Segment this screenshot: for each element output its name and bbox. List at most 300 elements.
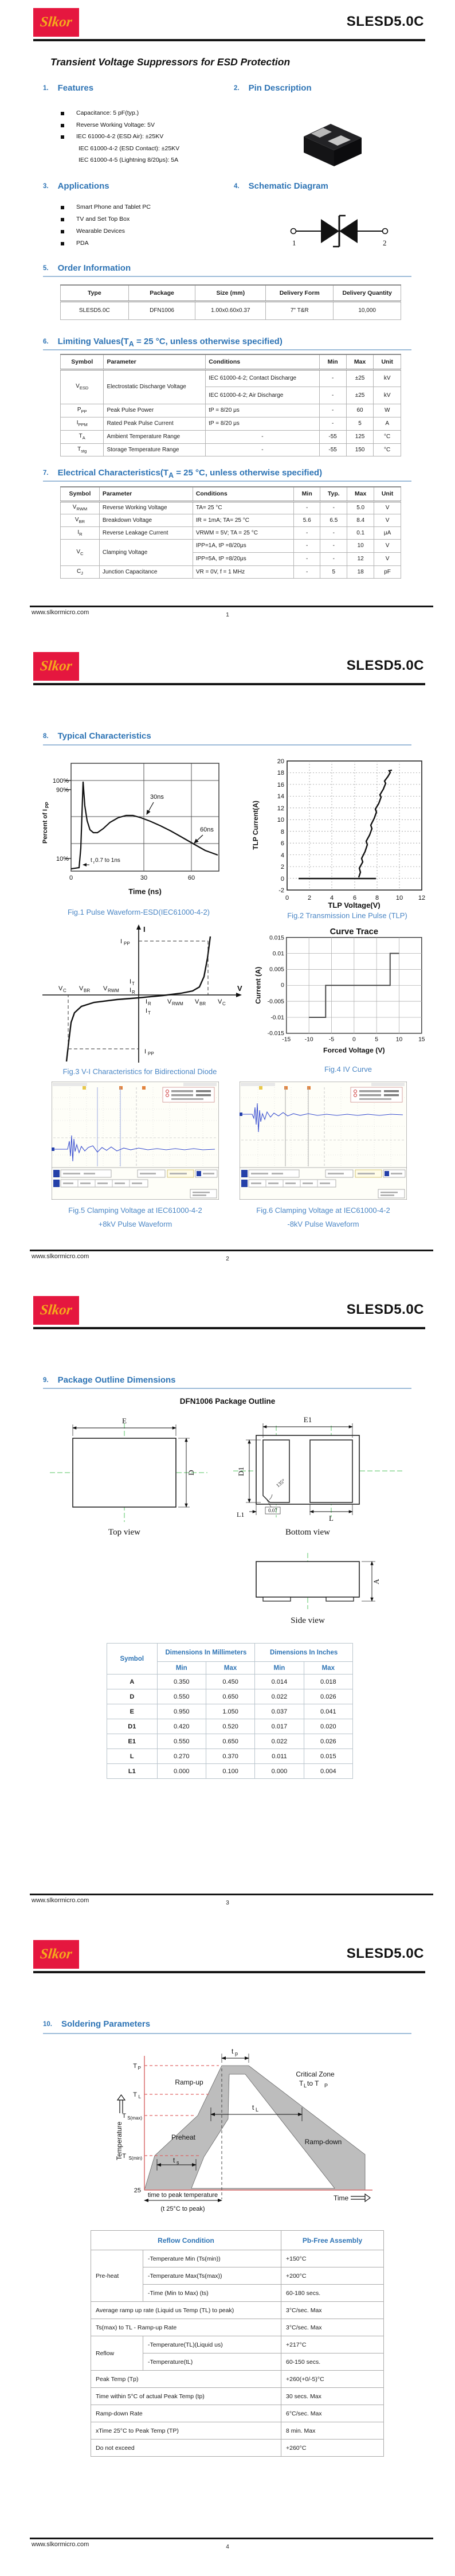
- cell: $C_J$: [61, 565, 100, 578]
- cell: E1: [107, 1734, 158, 1749]
- page-number: 2: [226, 1256, 229, 1262]
- cell: A: [107, 1675, 158, 1689]
- footer-site: www.slkormicro.com: [32, 1897, 89, 1904]
- x-axis-label: TLP Voltage(V): [328, 901, 381, 909]
- tick: 100%: [52, 778, 69, 784]
- footer-site: www.slkormicro.com: [32, 609, 89, 616]
- footer-site: www.slkormicro.com: [32, 1253, 89, 1260]
- section-features: 1. Features: [43, 83, 94, 93]
- tick: -0.01: [270, 1014, 284, 1021]
- tick: -0.005: [267, 998, 284, 1005]
- tick: 4: [280, 852, 284, 859]
- cell: 0.100: [206, 1764, 254, 1779]
- tick: 4: [330, 895, 334, 901]
- cell: °C: [374, 430, 401, 443]
- cell: -55: [319, 443, 346, 456]
- cell: 8 min. Max: [281, 2422, 384, 2440]
- cell: μA: [374, 526, 401, 539]
- label-sub: RWM: [108, 988, 119, 993]
- page-number: 3: [226, 1900, 229, 1906]
- feature-item: Reverse Working Voltage: 5V: [76, 122, 155, 128]
- footer-rule: [30, 606, 433, 607]
- cell: Parameter: [99, 487, 193, 501]
- cell: 60: [346, 404, 374, 417]
- label-sub: C: [222, 1001, 226, 1006]
- label: Temperature: [115, 2121, 123, 2160]
- tick: 10: [395, 1036, 403, 1043]
- cell: Reverse Working Voltage: [99, 501, 193, 514]
- bullet-icon: [61, 206, 64, 209]
- axis-label: V: [237, 984, 242, 993]
- cell: 0.014: [255, 1675, 304, 1689]
- cell: 3°C/sec. Max: [281, 2302, 384, 2319]
- section-underline: [43, 276, 411, 277]
- cell: Min: [255, 1662, 304, 1675]
- tick: 15: [418, 1036, 425, 1043]
- cell: 0.011: [255, 1749, 304, 1764]
- section-underline: [43, 2033, 411, 2034]
- label: Preheat: [171, 2133, 196, 2141]
- cell: Conditions: [193, 487, 293, 501]
- cell: Do not exceed: [91, 2440, 281, 2457]
- package-photo: [289, 112, 375, 173]
- label: V: [103, 985, 108, 992]
- cell: 0.026: [304, 1734, 352, 1749]
- label: to T: [307, 2079, 319, 2087]
- cell: Reverse Leakage Current: [99, 526, 193, 539]
- y-axis-label: TLP Current(A): [252, 801, 260, 850]
- part-number: SLESD5.0C: [346, 658, 424, 673]
- label-sub: P: [324, 2083, 328, 2089]
- logo-text: Slkor: [39, 1946, 73, 1962]
- section-limiting-values: 6. Limiting $Values(T_A = 25$ °C, unless otherwise specified): [43, 337, 283, 348]
- label-sub: L: [138, 2094, 141, 2099]
- cell: Symbol: [61, 487, 100, 501]
- label: Critical Zone: [296, 2070, 335, 2078]
- tick: 6: [352, 895, 357, 901]
- cell: 0.450: [206, 1675, 254, 1689]
- cell: Size (mm): [195, 285, 266, 301]
- feature-item: IEC 61000-4-2 (ESD Contact): ±25KV: [79, 145, 180, 152]
- cell: 0.018: [304, 1675, 352, 1689]
- cell: Electrostatic Discharge Voltage: [104, 369, 206, 404]
- cell: E: [107, 1704, 158, 1719]
- cell: 6.5: [320, 514, 347, 526]
- chart-title: Curve Trace: [330, 927, 379, 936]
- x-axis-label: Forced Voltage (V): [323, 1046, 385, 1055]
- cell: -Temperature(tL): [143, 2353, 281, 2371]
- tick: -5: [328, 1036, 335, 1043]
- cell: -: [319, 369, 346, 387]
- label: I: [130, 978, 132, 985]
- cell: -: [320, 539, 347, 552]
- cell: +200°C: [281, 2267, 384, 2285]
- label-sub: T: [132, 981, 135, 986]
- application-item: Wearable Devices: [76, 228, 125, 235]
- label: T: [299, 2079, 304, 2087]
- pad-outline: [310, 1440, 352, 1502]
- label: I: [130, 987, 132, 994]
- tick: 90%: [56, 787, 69, 794]
- cell: 6°C/sec. Max: [281, 2405, 384, 2422]
- tick: 6: [280, 840, 284, 847]
- cell: IPP=5A, tP =8/20μs: [193, 552, 293, 565]
- page-3: [0, 1288, 455, 1932]
- label: (t 25°C to peak): [160, 2206, 205, 2212]
- footer-site: www.slkormicro.com: [32, 2541, 89, 2548]
- label: Ramp-down: [304, 2138, 342, 2146]
- section-underline: [43, 744, 411, 746]
- y-axis-label-sub: PP: [45, 802, 50, 808]
- tick: -15: [282, 1036, 291, 1043]
- tick: 0: [280, 876, 284, 883]
- cell: Junction Capacitance: [99, 565, 193, 578]
- tick: 30: [140, 875, 148, 881]
- cell: VR = 0V, f = 1 MHz: [193, 565, 293, 578]
- order-table: [60, 284, 401, 320]
- cell: 0.004: [304, 1764, 352, 1779]
- cell: 0.420: [157, 1719, 206, 1734]
- cell: Peak Temp (Tp): [91, 2371, 281, 2388]
- fig3-vi-chart: [37, 924, 243, 1066]
- cell: -: [206, 443, 319, 456]
- cell: Time within 5°C of actual Peak Temp (tp): [91, 2388, 281, 2405]
- cell: Delivery Quantity: [334, 285, 401, 301]
- cell: 18: [347, 565, 374, 578]
- cell: L1: [107, 1764, 158, 1779]
- cell: L: [107, 1749, 158, 1764]
- x-axis-label: Time (ns): [128, 887, 162, 896]
- cell: 0.041: [304, 1704, 352, 1719]
- fig3-caption: Fig.3 V-I Characteristics for Bidirectional Diode: [62, 1067, 217, 1076]
- cell: 0.550: [157, 1689, 206, 1704]
- cell: -: [320, 501, 347, 514]
- cell: 0.020: [304, 1719, 352, 1734]
- cell: D1: [107, 1719, 158, 1734]
- label-sub: L: [304, 2083, 307, 2089]
- tick: -0.015: [267, 1030, 284, 1037]
- cell: -: [206, 430, 319, 443]
- label-sub: p: [235, 2051, 238, 2056]
- label: V: [79, 985, 84, 992]
- y-axis-label: Percent of I: [42, 809, 49, 844]
- timestamp-box: [190, 1189, 217, 1198]
- doc-title: Transient Voltage Suppressors for ESD Protection: [50, 56, 291, 68]
- y-axis-label: Current (A): [254, 966, 262, 1004]
- tick: 0.01: [272, 951, 284, 958]
- package-outline-drawing: [33, 1415, 422, 1626]
- cell: Rated Peak Pulse Current: [104, 417, 206, 430]
- dim-D: D: [187, 1470, 195, 1476]
- cell: Unit: [374, 354, 401, 369]
- cell: 5: [346, 417, 374, 430]
- cell: 0.026: [304, 1689, 352, 1704]
- header-rule: [33, 1327, 425, 1329]
- fig4-caption: Fig.4 IV Curve: [324, 1065, 372, 1074]
- cell: 125: [346, 430, 374, 443]
- annotation: t: [91, 857, 92, 864]
- cell: Symbol: [61, 354, 104, 369]
- cell: kV: [374, 387, 401, 404]
- cell: Ts(max) to TL - Ramp-up Rate: [91, 2319, 281, 2336]
- cell: Type: [61, 285, 129, 301]
- label: Time: [334, 2194, 349, 2202]
- cell: IR = 1mA; TA= 25 °C: [193, 514, 293, 526]
- label-sub: R: [148, 1001, 151, 1006]
- cell: 12: [347, 552, 374, 565]
- label: 25: [134, 2187, 141, 2194]
- cell: -Temperature(TL)(Liquid us): [143, 2336, 281, 2353]
- cell: Reflow Condition: [91, 2231, 281, 2250]
- label-sub: S(min): [128, 2156, 142, 2161]
- cell: Reflow: [91, 2336, 143, 2371]
- cell: $V_{RWM}$: [61, 501, 100, 514]
- section-order-info: 5. Order Information: [43, 263, 131, 273]
- annotation: 0.7 to 1ns: [95, 857, 120, 864]
- section-electrical: 7. Electrical $Characteristics(T_A = 25$ °C, unless otherwise specified): [43, 468, 323, 479]
- cell: $V_{ESD}$: [61, 369, 104, 404]
- label-sub: RWM: [172, 1001, 183, 1006]
- section-underline: [43, 481, 411, 482]
- application-item: TV and Set Top Box: [76, 216, 130, 223]
- cell: 1.00x0.60x0.37: [195, 301, 266, 319]
- cursor-marker: [259, 1086, 262, 1090]
- cell: $P_{PP}$: [61, 404, 104, 417]
- cell: Dimensions In Millimeters: [157, 1644, 255, 1662]
- bullet-icon: [61, 124, 64, 127]
- tick: 8: [375, 895, 379, 901]
- fig1-caption: Fig.1 Pulse Waveform-ESD(IEC61000-4-2): [67, 908, 210, 916]
- cell: +260(+0/-5)°C: [281, 2371, 384, 2388]
- label: Ramp-up: [175, 2078, 203, 2086]
- cell: 0.520: [206, 1719, 254, 1734]
- bullet-icon: [61, 112, 64, 115]
- dim-L: L: [329, 1514, 334, 1523]
- tick: 0: [352, 1036, 356, 1043]
- cell: Typ.: [320, 487, 347, 501]
- label: t: [252, 2103, 254, 2111]
- tick: 0: [69, 875, 73, 881]
- logo-text: Slkor: [39, 658, 73, 674]
- label: T: [133, 2091, 137, 2098]
- cell: V: [374, 539, 401, 552]
- cursor-marker: [142, 1086, 146, 1090]
- tick: 10: [277, 817, 284, 823]
- dim-A: A: [372, 1579, 381, 1584]
- cell: ±25: [346, 369, 374, 387]
- tick: 0.015: [269, 935, 284, 942]
- limiting-values-table: [60, 354, 401, 456]
- page-4: [0, 1932, 455, 2576]
- cell: -55: [319, 430, 346, 443]
- tick: 12: [418, 895, 426, 901]
- cell: -Time (Min to Max) (ts): [143, 2285, 281, 2302]
- footer-rule: [30, 1250, 433, 1251]
- tick: 8: [280, 829, 284, 836]
- cell: Max: [347, 487, 374, 501]
- cell: -: [294, 539, 320, 552]
- cell: pF: [374, 565, 401, 578]
- cell: $V_C$: [61, 539, 100, 565]
- cell: +217°C: [281, 2336, 384, 2353]
- fig2-caption: Fig.2 Transmission Line Pulse (TLP): [287, 911, 407, 920]
- cell: 0.950: [157, 1704, 206, 1719]
- slkor-logo: [33, 8, 79, 37]
- bullet-icon: [61, 218, 64, 221]
- reflow-profile-chart: [104, 2046, 383, 2219]
- cell: 0.017: [255, 1719, 304, 1734]
- cell: Min: [294, 487, 320, 501]
- cell: Package: [128, 285, 195, 301]
- tick: 0: [281, 982, 284, 989]
- header-rule: [33, 683, 425, 685]
- dim-E: E: [122, 1416, 127, 1425]
- schematic-diagram: [288, 205, 391, 260]
- page-number: 1: [226, 612, 229, 618]
- cursor-marker: [119, 1086, 123, 1090]
- tick: 14: [277, 793, 284, 800]
- pad-bump: [263, 1597, 291, 1601]
- header-rule: [33, 1971, 425, 1973]
- cell: 5.0: [347, 501, 374, 514]
- bullet-icon: [61, 230, 64, 233]
- cell: Breakdown Voltage: [99, 514, 193, 526]
- dim-E1: E1: [303, 1415, 312, 1424]
- tick: 12: [277, 805, 284, 812]
- pin1-terminal: [291, 229, 296, 234]
- cell: °C: [374, 443, 401, 456]
- cell: 1.050: [206, 1704, 254, 1719]
- cell: $I_{PPM}$: [61, 417, 104, 430]
- cell: 0.022: [255, 1734, 304, 1749]
- feature-item: IEC 61000-4-2 (ESD Air): ±25KV: [76, 133, 164, 140]
- label-sub: L: [256, 2107, 259, 2113]
- cell: 0.550: [157, 1734, 206, 1749]
- section-underline: [43, 1388, 411, 1389]
- cell: +150°C: [281, 2250, 384, 2267]
- dimension-table: [107, 1643, 353, 1779]
- tick: 10%: [56, 856, 69, 862]
- cell: $T_A$: [61, 430, 104, 443]
- cell: 60-180 secs.: [281, 2285, 384, 2302]
- view-label: Top view: [108, 1528, 141, 1537]
- section-typical-characteristics: 8. Typical Characteristics: [43, 731, 151, 741]
- view-label: Bottom view: [285, 1528, 330, 1537]
- cell: $I_R$: [61, 526, 100, 539]
- slkor-logo: [33, 652, 79, 681]
- cell: IEC 61000-4-2; Contact Discharge: [206, 369, 319, 387]
- pin2-terminal: [383, 229, 388, 234]
- feature-item: IEC 61000-4-5 (Lightning 8/20μs): 5A: [79, 157, 179, 163]
- tick: 20: [277, 758, 284, 765]
- cell: -: [320, 552, 347, 565]
- cell: Max: [206, 1662, 254, 1675]
- cell: 10,000: [334, 301, 401, 319]
- cell: Pb-Free Assembly: [281, 2231, 384, 2250]
- cell: xTime 25°C to Peak Temp (TP): [91, 2422, 281, 2440]
- label-sub: C: [63, 988, 66, 993]
- fig5-caption: Fig.5 Clamping Voltage at IEC61000-4-2: [68, 1206, 202, 1215]
- header-rule: [33, 39, 425, 41]
- label-sub: PP: [124, 941, 130, 946]
- cell: 0.350: [157, 1675, 206, 1689]
- cell: +260°C: [281, 2440, 384, 2457]
- tick: -2: [279, 887, 284, 894]
- tick: 10: [395, 895, 403, 901]
- cell: $T_{stg}$: [61, 443, 104, 456]
- label: I: [146, 998, 148, 1005]
- cell: -: [294, 565, 320, 578]
- label: V: [58, 985, 63, 992]
- tick: 0.005: [269, 966, 284, 973]
- cell: ±25: [346, 387, 374, 404]
- cell: SLESD5.0C: [61, 301, 129, 319]
- diode-symbol: [339, 219, 358, 243]
- cell: Max: [304, 1662, 352, 1675]
- cell: IEC 61000-4-2; Air Discharge: [206, 387, 319, 404]
- cell: 5: [320, 565, 347, 578]
- slkor-logo: [33, 1296, 79, 1325]
- cell: Average ramp up rate (Liquid us Temp (TL) to peak): [91, 2302, 281, 2319]
- label-sub: BR: [84, 988, 91, 993]
- cell: Ambient Temperature Range: [104, 430, 206, 443]
- cell: -: [294, 526, 320, 539]
- cell: Max: [346, 354, 374, 369]
- label: time to peak temperature: [147, 2192, 218, 2199]
- cell: -: [320, 526, 347, 539]
- label: V: [218, 998, 222, 1005]
- label: I: [146, 1008, 148, 1014]
- cell: Unit: [374, 487, 401, 501]
- annotation: r: [93, 861, 95, 865]
- cursor-marker: [83, 1086, 86, 1090]
- cell: kV: [374, 369, 401, 387]
- diode-symbol: [321, 219, 339, 243]
- part-number: SLESD5.0C: [346, 14, 424, 29]
- cell: -Temperature Min (Ts(min)): [143, 2250, 281, 2267]
- cell: 10: [347, 539, 374, 552]
- cell: Symbol: [107, 1644, 158, 1675]
- label: V: [195, 998, 199, 1005]
- label: T: [133, 2063, 137, 2070]
- feature-item: Capacitance: 5 pF(typ.): [76, 110, 139, 116]
- electrical-table: [60, 486, 401, 579]
- fig6-caption2: -8kV Pulse Waveform: [287, 1220, 359, 1228]
- annotation: 60ns: [200, 826, 214, 833]
- fig2-tlp-chart: [250, 755, 445, 909]
- label-sub: P: [138, 2066, 141, 2071]
- part-number: SLESD5.0C: [346, 1302, 424, 1317]
- cell: 3°C/sec. Max: [281, 2319, 384, 2336]
- label: T: [122, 2113, 126, 2120]
- page-1: [0, 0, 455, 644]
- cell: D: [107, 1689, 158, 1704]
- footer-rule: [30, 2538, 433, 2539]
- cell: $V_{BR}$: [61, 514, 100, 526]
- cell: -: [319, 404, 346, 417]
- cell: Min: [319, 354, 346, 369]
- cursor-marker: [307, 1086, 311, 1090]
- cell: A: [374, 417, 401, 430]
- cell: TA= 25 °C: [193, 501, 293, 514]
- cell: Storage Temperature Range: [104, 443, 206, 456]
- cell: 0.650: [206, 1734, 254, 1749]
- cell: Delivery Form: [266, 285, 334, 301]
- annotation: 30ns: [150, 794, 164, 801]
- application-item: PDA: [76, 240, 89, 247]
- dim-chamfer: 0.07: [268, 1508, 277, 1513]
- fig5-caption2: +8kV Pulse Waveform: [98, 1220, 172, 1228]
